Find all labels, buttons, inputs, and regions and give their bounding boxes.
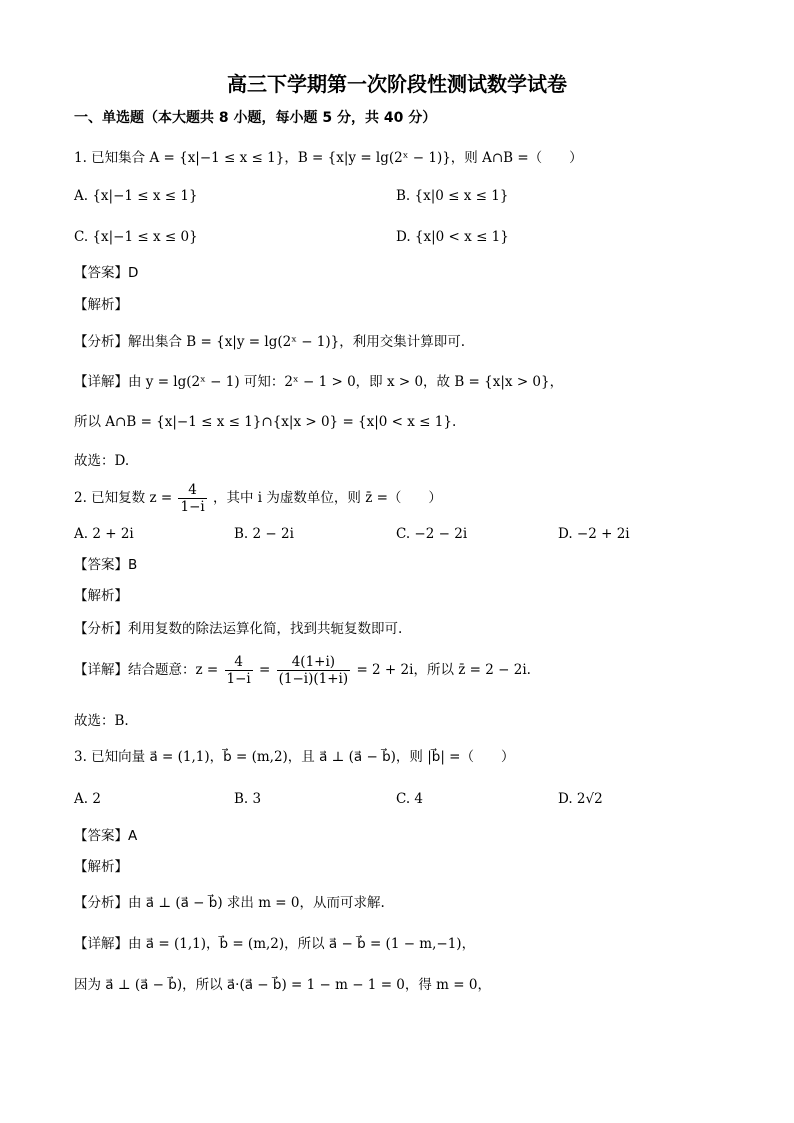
question-2-option-b: B. 2 − 2i xyxy=(234,526,294,542)
question-2-option-d: D. −2 + 2i xyxy=(558,526,630,542)
question-1-detail: 【详解】由 y = lg(2ˣ − 1) 可知：2ˣ − 1 > 0，即 x > 0，故 B = {x|x > 0}， xyxy=(74,374,564,390)
question-3-analysis: 【分析】由 a⃗ ⊥ (a⃗ − b⃗) 求出 m = 0，从而可求解. xyxy=(74,895,385,911)
question-1-answer: 【答案】D xyxy=(74,265,139,281)
question-2-detail-prefix: 【详解】结合题意：z = xyxy=(74,662,219,678)
question-2-detail-fraction-2 xyxy=(277,654,351,687)
question-3-option-c: C. 4 xyxy=(396,791,424,807)
question-2-fraction-numerator: 4 xyxy=(178,482,206,499)
question-1-detail-2: 所以 A∩B = {x|−1 ≤ x ≤ 1}∩{x|x > 0} = {x|0 < x ≤ 1}. xyxy=(74,414,457,430)
question-2-detail-fraction-2-numerator: 4(1+i) xyxy=(277,654,351,671)
question-1-option-d: D. {x|0 < x ≤ 1} xyxy=(396,229,509,245)
question-2-stem xyxy=(74,480,442,516)
question-2-answer: 【答案】B xyxy=(74,557,138,573)
question-1-option-b: B. {x|0 ≤ x ≤ 1} xyxy=(396,188,509,204)
question-2-detail-fraction-1-numerator: 4 xyxy=(225,654,253,671)
question-1-analysis: 【分析】解出集合 B = {x|y = lg(2ˣ − 1)}，利用交集计算即可. xyxy=(74,334,466,350)
question-2-detail-fraction-1-denominator: 1−i xyxy=(226,671,251,687)
question-2-conclusion: 故选：B. xyxy=(74,713,129,729)
question-2-option-a: A. 2 + 2i xyxy=(74,526,134,542)
question-3-option-d: D. 2√2 xyxy=(558,791,603,807)
question-2-analysis: 【分析】利用复数的除法运算化简，找到共轭复数即可. xyxy=(74,621,403,637)
question-2-detail-suffix: = 2 + 2i，所以 z̄ = 2 − 2i. xyxy=(356,662,531,678)
question-2-detail xyxy=(74,652,531,688)
question-2-detail-equals: = xyxy=(259,662,271,678)
question-1-stem: 1. 已知集合 A = {x|−1 ≤ x ≤ 1}，B = {x|y = lg(2ˣ − 1)}，则 A∩B =（ ） xyxy=(74,150,583,166)
question-3-stem: 3. 已知向量 a⃗ = (1,1)，b⃗ = (m,2)，且 a⃗ ⊥ (a⃗ − b⃗)，则 |b⃗| =（ ） xyxy=(74,749,515,765)
question-3-option-b: B. 3 xyxy=(234,791,262,807)
question-3-answer: 【答案】A xyxy=(74,828,138,844)
question-2-stem-suffix: ，其中 i 为虚数单位，则 z̄ =（ ） xyxy=(213,490,442,506)
question-2-detail-fraction-2-denominator: (1−i)(1+i) xyxy=(278,671,349,687)
question-3-jiexi: 【解析】 xyxy=(74,859,128,875)
question-2-jiexi: 【解析】 xyxy=(74,588,128,604)
question-1-option-a: A. {x|−1 ≤ x ≤ 1} xyxy=(74,188,198,204)
question-1-conclusion: 故选：D. xyxy=(74,453,130,469)
question-3-detail: 【详解】由 a⃗ = (1,1)，b⃗ = (m,2)，所以 a⃗ − b⃗ = (1 − m,−1)， xyxy=(74,936,476,952)
question-1-jiexi: 【解析】 xyxy=(74,297,128,313)
question-2-fraction xyxy=(178,482,206,515)
page-title: 高三下学期第一次阶段性测试数学试卷 xyxy=(227,72,567,96)
question-3-detail-2: 因为 a⃗ ⊥ (a⃗ − b⃗)，所以 a⃗·(a⃗ − b⃗) = 1 − m − 1 = 0，得 m = 0， xyxy=(74,977,491,993)
question-2-option-c: C. −2 − 2i xyxy=(396,526,468,542)
question-3-option-a: A. 2 xyxy=(74,791,101,807)
section-heading: 一、单选题（本大题共 8 小题，每小题 5 分，共 40 分） xyxy=(74,110,437,126)
question-2-stem-prefix: 2. 已知复数 z = xyxy=(74,490,173,506)
question-2-fraction-denominator: 1−i xyxy=(180,499,205,515)
question-2-detail-fraction-1 xyxy=(225,654,253,687)
question-1-option-c: C. {x|−1 ≤ x ≤ 0} xyxy=(74,229,198,245)
